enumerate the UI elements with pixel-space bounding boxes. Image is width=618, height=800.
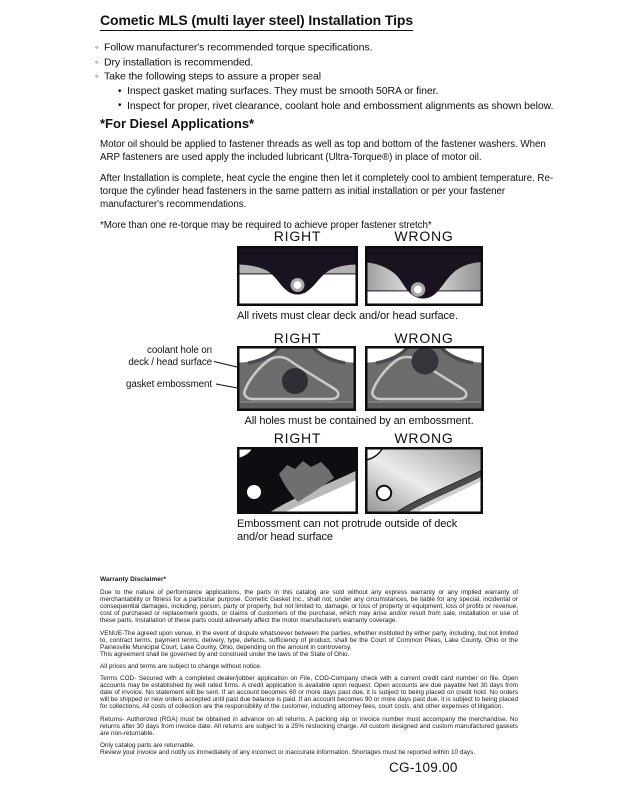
page-number: CG-109.00 <box>389 760 458 775</box>
legal-paragraph: Returns- Authorized (RGA) must be obtained in advance on all returns. A packing slip or invoice number must accompany the merchandise. No returns after 30 days from invoice date. All returns are subject to a 25% restocking charge. All custom designed and custom manufactured gaskets are non-returnable. <box>100 715 518 737</box>
figure-rivet-clearance <box>0 228 618 330</box>
fig2-right-diagram <box>237 346 356 411</box>
right-label: RIGHT <box>273 430 322 446</box>
list-item <box>95 55 600 70</box>
diesel-paragraph: After Installation is complete, heat cycle the engine then let it completely cool to ambient temperature. Re-torque the cylinder head fasteners in the same pattern as initial installation or per your fastener manufacturer's recommendations. <box>100 173 554 210</box>
installation-tips-list <box>95 40 600 114</box>
list-item <box>118 99 600 114</box>
filled-bullet-icon: • <box>118 85 122 97</box>
legal-paragraph: All prices and terms are subject to change without notice. <box>100 662 262 670</box>
tip-text: Dry installation is recommended. <box>104 56 254 69</box>
page-title: Cometic MLS (multi layer steel) Installation Tips <box>100 12 413 31</box>
fig3-wrong-diagram <box>365 447 483 514</box>
filled-bullet-icon: • <box>118 100 122 112</box>
coolant-hole-icon <box>412 348 439 375</box>
header <box>95 12 600 114</box>
open-bullet-icon: ◦ <box>95 56 99 67</box>
coolant-hole-label: coolant hole on deck / head surface <box>128 345 212 368</box>
figure-embossment-containment <box>0 330 618 430</box>
wrong-label: WRONG <box>394 330 454 346</box>
open-bullet-icon: ◦ <box>95 71 99 82</box>
legal-paragraph: Review your invoice and notify us immediately of any incorrect or inaccurate information. Shortages must be reported within 10 days. <box>100 748 476 756</box>
fig2-wrong-diagram <box>365 346 484 411</box>
legal-paragraph: VENUE-The agreed upon venue, in the event of dispute whatsoever between the parties, whether instituted by either party, including, but not limited to, contract terms, payment terms, delivery, type, defects, sufficiency of product, shall be the Court of Common Pleas, Lake County, Ohio or the Painesville Municipal Court, Lake County, Ohio, depending on the amount in controversy. <box>100 629 518 651</box>
diesel-section <box>100 116 562 240</box>
gasket-embossment-label: gasket embossment <box>126 379 212 390</box>
diesel-heading: *For Diesel Applications* <box>100 116 255 131</box>
fig1-caption: All rivets must clear deck and/or head surface. <box>237 310 458 322</box>
diesel-note: *More than one re-torque may be required to achieve proper fastener stretch* <box>100 220 432 231</box>
wrong-label: WRONG <box>394 430 454 446</box>
diesel-paragraph: Motor oil should be applied to fastener threads as well as top and bottom of the fastener washers. When ARP fasteners are used apply the included lubricant (Ultra-Torque®) in place of motor oil. <box>100 139 546 163</box>
rivet-icon <box>292 279 303 290</box>
fig1-right-diagram <box>237 246 358 306</box>
figure-embossment-protrusion <box>0 430 618 548</box>
right-label: RIGHT <box>273 330 322 346</box>
tip-text: Inspect for proper, rivet clearance, coolant hole and embossment alignments as shown below. <box>127 99 554 112</box>
legal-paragraph: This agreement shall be governed by and construed under the laws of the State of Ohio. <box>100 650 350 658</box>
warranty-heading: Warranty Disclaimer* <box>100 576 167 583</box>
bolt-hole-icon <box>247 485 261 499</box>
fig3-caption: Embossment can not protrude outside of deck and/or head surface <box>237 518 458 543</box>
list-item <box>118 84 600 99</box>
right-label: RIGHT <box>273 228 322 244</box>
fig3-right-diagram <box>237 447 358 514</box>
legal-paragraph: Due to the nature of performance applications, the parts in this catalog are sold without any express warranty or any implied warranty of merchantability or fitness for a particular purpose. Cometic Gasket Inc., shall not, under any circumstances, be liable for any special, incidental or consequential damages, including, person, party or property, but not limited to, damage, or loss of property or equipment, loss of profits or revenue, cost of purchased or replacement goods, or claims of customers of the purchase, which may arise and/or result from sale, installation or use of these parts. Installation of these parts could adversely affect the motor manufacturers warranty coverage. <box>100 589 518 625</box>
tip-text: Inspect gasket mating surfaces. They must be smooth 50RA or finer. <box>127 85 439 98</box>
rivet-icon <box>412 284 423 295</box>
list-item <box>95 69 600 84</box>
bolt-hole-icon <box>377 486 391 500</box>
wrong-label: WRONG <box>394 228 454 244</box>
warranty-disclaimer-section <box>100 576 518 761</box>
list-item <box>95 40 600 55</box>
fig1-wrong-diagram <box>365 246 483 306</box>
tip-text: Take the following steps to assure a proper seal <box>104 70 321 83</box>
tip-text: Follow manufacturer's recommended torque specifications. <box>104 41 373 54</box>
legal-paragraph: Terms COD- Secured with a completed dealer/jobber application on File, COD-Company check with a current credit card number on file. Open accounts may be established by well rated firms. A credit application is available upon request. Open accounts are due payable Net 30 days from date of invoice. No statement will be sent. If an account becomes 60 or more days past due, it is subject to being placed on credit hold. No orders will be shipped or new orders accepted until past due balance is paid. If an account becomes 90 or more days past due, it is subject to being placed for collections. All costs of collection are the responsibility of the customer, including attorney fees, court costs, and other expenses of litigation. <box>100 675 518 711</box>
fig2-caption: All holes must be contained by an embossment. <box>244 415 474 427</box>
coolant-hole-icon <box>282 368 308 394</box>
open-bullet-icon: ◦ <box>95 42 99 52</box>
legal-paragraph: Only catalog parts are returnable. <box>100 741 195 749</box>
